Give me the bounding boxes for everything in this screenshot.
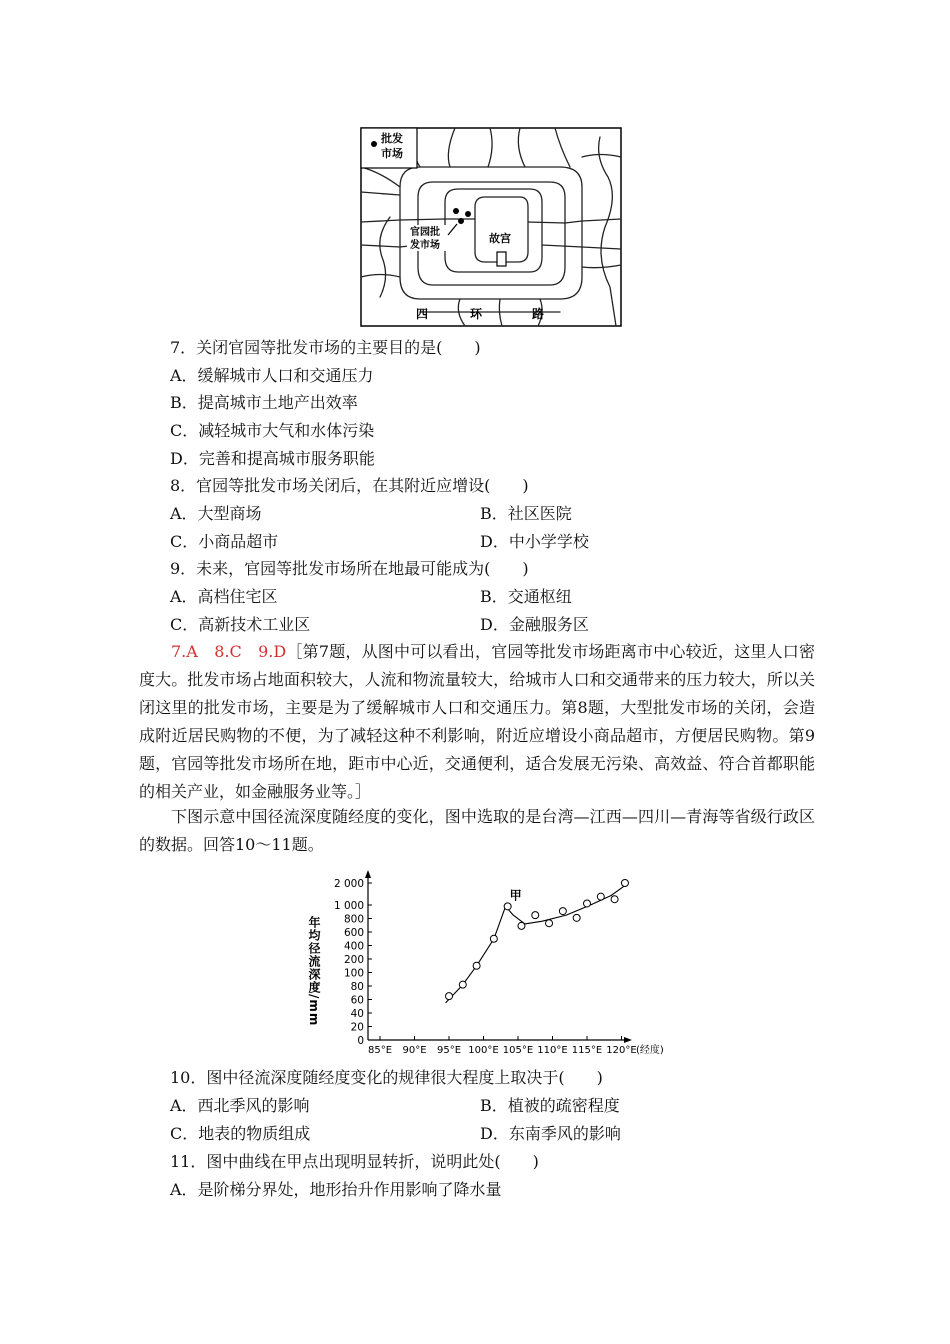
y-tick-label: 40 bbox=[350, 1008, 364, 1020]
q8-option-a: A．大型商场 bbox=[170, 504, 262, 523]
ring-road-char: 环 bbox=[470, 307, 483, 321]
x-tick-label: 120°E bbox=[606, 1045, 637, 1056]
data-point bbox=[446, 993, 453, 1000]
map-legend-label-1: 批发 bbox=[381, 132, 403, 145]
y-tick-label: 600 bbox=[343, 927, 364, 939]
answer-key: 7.A 8.C 9.D bbox=[171, 642, 287, 661]
answer-explanation bbox=[139, 638, 815, 806]
x-tick-label: 115°E bbox=[571, 1045, 603, 1056]
palace-marker bbox=[497, 252, 506, 266]
y-tick-label: 1 000 bbox=[333, 900, 364, 912]
y-axis-arrow bbox=[365, 870, 371, 878]
x-tick-label: 100°E bbox=[468, 1045, 499, 1056]
x-tick-label: 95°E bbox=[436, 1045, 462, 1056]
y-tick-label: 80 bbox=[350, 981, 364, 993]
y-tick-label: 200 bbox=[343, 954, 364, 966]
y-tick-label: 60 bbox=[350, 994, 364, 1007]
q7-option-a: A．缓解城市人口和交通压力 bbox=[170, 366, 374, 385]
q7-stem: 7．关闭官园等批发市场的主要目的是( ) bbox=[170, 338, 481, 357]
y-tick-label: 400 bbox=[343, 940, 364, 953]
trend-curve bbox=[446, 883, 629, 1003]
data-point bbox=[573, 914, 580, 921]
q9-option-c: C．高新技术工业区 bbox=[170, 615, 311, 634]
legend-market-dot bbox=[371, 141, 377, 147]
q8-option-b: B．社区医院 bbox=[480, 504, 572, 523]
ring-road-char: 路 bbox=[532, 307, 545, 321]
y-tick-label: 0 bbox=[357, 1035, 364, 1047]
q10-stem: 10．图中径流深度随经度变化的规律很大程度上取决于( ) bbox=[170, 1068, 603, 1087]
intro-text: 下图示意中国径流深度随经度的变化，图中选取的是台湾—江西—四川—青海等省级行政区的数据。回答10～11题。 bbox=[139, 807, 815, 854]
ring-road-char: 四 bbox=[416, 307, 429, 321]
x-axis-label: (经度) bbox=[636, 1045, 664, 1056]
q11-option-a: A．是阶梯分界处，地形抬升作用影响了降水量 bbox=[170, 1180, 502, 1199]
y-tick-label: 2 000 bbox=[333, 878, 364, 890]
explanation-text: ［第7题，从图中可以看出，官园等批发市场距离市中心较近，这里人口密度大。批发市场占地面积较大，人流和物流量较大，给城市人口和交通带来的压力较大，所以关闭这里的批发市场，主要是为了缓解城市人口和交通压力。第8题，大型批发市场的关闭，会造成附近居民购物的不便，为了减轻这种不利影响，附近应增设小商品超市，方便居民购物。第9题，官园等批发市场所在地，距市中心近，交通便利，适合发展无污染、高效益、符合首都职能的相关产业，如金融服务业等。］ bbox=[139, 642, 815, 801]
market-label-1: 官园批 bbox=[410, 227, 440, 238]
market-dot bbox=[453, 208, 459, 214]
y-tick-label: 800 bbox=[343, 913, 364, 926]
x-axis-arrow bbox=[624, 1037, 632, 1043]
q7-option-c: C．减轻城市大气和水体污染 bbox=[170, 421, 375, 440]
data-point bbox=[584, 900, 591, 907]
q10-option-b: B．植被的疏密程度 bbox=[480, 1096, 620, 1115]
y-axis-label: 年均径流深度/mm bbox=[307, 916, 321, 1027]
q8-option-c: C．小商品超市 bbox=[170, 532, 279, 551]
q10-option-d: D．东南季风的影响 bbox=[480, 1124, 621, 1143]
market-dot bbox=[465, 211, 471, 217]
data-point bbox=[611, 896, 618, 903]
q10-option-c: C．地表的物质组成 bbox=[170, 1124, 311, 1143]
y-tick-label: 100 bbox=[343, 967, 364, 980]
data-point bbox=[490, 935, 497, 942]
data-point bbox=[621, 880, 628, 887]
data-point bbox=[559, 908, 566, 915]
market-dot bbox=[458, 218, 464, 224]
market-label-2: 发市场 bbox=[410, 240, 440, 251]
q9-stem: 9．未来，官园等批发市场所在地最可能成为( ) bbox=[170, 559, 529, 578]
q9-option-a: A．高档住宅区 bbox=[170, 587, 278, 606]
point-jia-label: 甲 bbox=[509, 888, 522, 903]
q9-option-b: B．交通枢纽 bbox=[480, 587, 572, 606]
q11-stem: 11．图中曲线在甲点出现明显转折，说明此处( ) bbox=[170, 1152, 539, 1171]
q8-stem: 8．官园等批发市场关闭后，在其附近应增设( ) bbox=[170, 476, 529, 495]
palace-label: 故宫 bbox=[489, 232, 511, 245]
data-point bbox=[504, 903, 511, 910]
q10-option-a: A．西北季风的影响 bbox=[170, 1096, 310, 1115]
q8-option-d: D．中小学学校 bbox=[480, 532, 589, 551]
map-legend-label-2: 市场 bbox=[381, 147, 403, 160]
q7-option-d: D．完善和提高城市服务职能 bbox=[170, 449, 375, 468]
x-tick-label: 110°E bbox=[537, 1045, 568, 1056]
data-point bbox=[546, 920, 553, 927]
data-point bbox=[532, 912, 539, 919]
data-point bbox=[459, 981, 466, 988]
x-tick-label: 105°E bbox=[502, 1045, 534, 1056]
data-point bbox=[518, 922, 525, 929]
x-tick-label: 90°E bbox=[402, 1045, 427, 1056]
runoff-depth-chart bbox=[300, 868, 680, 1068]
city-map bbox=[360, 127, 622, 327]
data-point bbox=[473, 962, 480, 969]
q9-option-d: D．金融服务区 bbox=[480, 615, 589, 634]
y-tick-label: 20 bbox=[350, 1021, 364, 1034]
data-point bbox=[597, 893, 604, 900]
q7-option-b: B．提高城市土地产出效率 bbox=[170, 393, 358, 412]
x-tick-label: 85°E bbox=[367, 1045, 393, 1056]
